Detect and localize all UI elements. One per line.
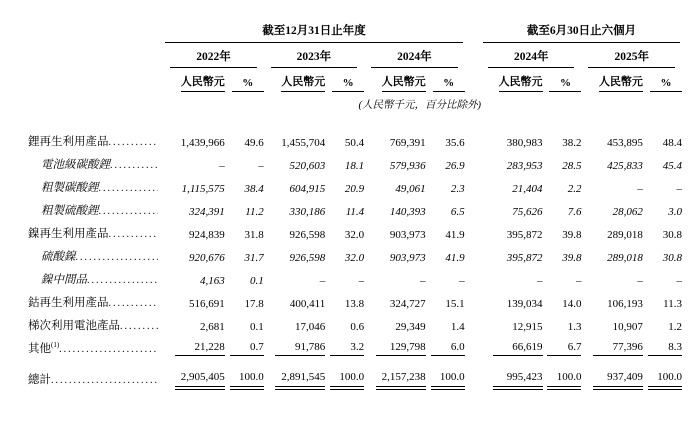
amount-value: 139,034 bbox=[506, 298, 543, 310]
amount-value: 49,061 bbox=[395, 183, 426, 195]
percent-value: 100.0 bbox=[643, 358, 682, 392]
amount-value: 283,953 bbox=[506, 160, 543, 172]
section-gap bbox=[465, 128, 481, 151]
percent-value: 28.5 bbox=[562, 160, 582, 172]
amount-value: 604,915 bbox=[289, 183, 326, 195]
percent-value: 0.6 bbox=[350, 321, 365, 333]
percent-value: 49.6 bbox=[244, 137, 264, 149]
amount-value: 28,062 bbox=[612, 206, 643, 218]
row-label: 粗製碳酸鋰 ..... bbox=[28, 174, 163, 197]
percent-value: 18.1 bbox=[344, 160, 365, 172]
amount-value: 1,455,704 bbox=[281, 137, 326, 149]
row-label: 電池級碳酸鋰 ..... bbox=[28, 151, 163, 174]
amount-value: 330,186 bbox=[289, 206, 326, 218]
amount-value: 380,983 bbox=[506, 137, 543, 149]
amount-value: – bbox=[319, 275, 326, 287]
percent-value: 17.8 bbox=[244, 298, 264, 310]
unit-percent-header: % bbox=[543, 68, 582, 92]
unit-percent-header: % bbox=[426, 68, 465, 92]
unit-amount-header: 人民幣元 bbox=[364, 68, 425, 92]
unit-amount-header: 人民幣元 bbox=[481, 68, 542, 92]
dot-leader bbox=[76, 251, 159, 263]
unit-amount-header: 人民幣元 bbox=[264, 68, 325, 92]
dot-leader bbox=[109, 297, 159, 309]
row-label: 其他$^{(1)}$ ..... bbox=[28, 335, 163, 358]
amount-value: 77,396 bbox=[581, 335, 642, 358]
unit-percent-header: % bbox=[325, 68, 364, 92]
percent-value: 31.8 bbox=[244, 229, 264, 241]
year-header-2022: 2022年 bbox=[163, 43, 263, 68]
percent-value: 14.0 bbox=[562, 298, 582, 310]
amount-value: 2,891,545 bbox=[264, 358, 325, 392]
year-header-2024-interim: 2024年 bbox=[481, 43, 581, 68]
amount-value: 395,872 bbox=[506, 252, 543, 264]
amount-value: – bbox=[537, 275, 543, 287]
table-row bbox=[28, 243, 682, 266]
percent-value: 6.5 bbox=[450, 206, 465, 218]
year-header-2025-interim: 2025年 bbox=[581, 43, 682, 68]
amount-value: 769,391 bbox=[389, 137, 426, 149]
amount-value: 520,603 bbox=[289, 160, 326, 172]
row-label: 粗製硫酸鋰 ..... bbox=[28, 197, 163, 220]
dot-leader bbox=[99, 205, 159, 217]
percent-value: 0.7 bbox=[225, 335, 264, 358]
amount-value: – bbox=[420, 275, 426, 287]
section-interim-label: 截至6月30日止六個月 bbox=[483, 22, 680, 43]
percent-value: 15.1 bbox=[445, 298, 465, 310]
row-label: 總計 ..... bbox=[28, 358, 163, 389]
amount-value: 2,905,405 bbox=[163, 358, 224, 392]
dot-leader bbox=[87, 274, 158, 286]
percent-value: 0.1 bbox=[249, 275, 264, 287]
percent-value: 39.8 bbox=[562, 252, 582, 264]
percent-value: 100.0 bbox=[543, 358, 582, 392]
dot-leader bbox=[120, 320, 158, 332]
table-row bbox=[28, 197, 682, 220]
percent-value: 31.7 bbox=[244, 252, 264, 264]
table-row bbox=[28, 289, 682, 312]
amount-value: 453,895 bbox=[607, 137, 643, 149]
section-gap bbox=[465, 289, 481, 312]
amount-value: 12,915 bbox=[512, 321, 543, 333]
percent-value: 11.2 bbox=[245, 206, 264, 218]
table-body bbox=[28, 128, 682, 392]
unit-header-row bbox=[28, 68, 682, 92]
percent-value: 100.0 bbox=[225, 358, 264, 392]
percent-value: – bbox=[676, 183, 682, 195]
amount-value: – bbox=[219, 160, 225, 172]
percent-value: 8.3 bbox=[643, 335, 682, 358]
amount-value: 289,018 bbox=[607, 252, 643, 264]
total-row bbox=[28, 358, 682, 392]
percent-value: 11.4 bbox=[345, 206, 365, 218]
amount-value: 926,598 bbox=[289, 229, 326, 241]
amount-value: 17,046 bbox=[294, 321, 326, 333]
amount-value: 903,973 bbox=[389, 252, 426, 264]
percent-value: 2.3 bbox=[450, 183, 465, 195]
percent-value: 26.9 bbox=[445, 160, 465, 172]
year-header-2024: 2024年 bbox=[364, 43, 464, 68]
table-row bbox=[28, 128, 682, 151]
amount-value: 91,786 bbox=[264, 335, 325, 358]
row-label: 鋰再生利用產品 ..... bbox=[28, 128, 163, 151]
section-gap bbox=[465, 266, 481, 289]
percent-value: 38.2 bbox=[562, 137, 582, 149]
amount-value: 66,619 bbox=[481, 335, 542, 358]
percent-value: 45.4 bbox=[662, 160, 682, 172]
percent-value: 50.4 bbox=[344, 137, 365, 149]
amount-value: 1,115,575 bbox=[181, 183, 225, 195]
percent-value: 48.4 bbox=[662, 137, 682, 149]
amount-value: 75,626 bbox=[512, 206, 543, 218]
section-annual-header bbox=[163, 22, 464, 43]
amount-value: 29,349 bbox=[395, 321, 426, 333]
section-gap bbox=[465, 335, 481, 358]
percent-value: 0.1 bbox=[249, 321, 264, 333]
table-row bbox=[28, 220, 682, 243]
row-label: 梯次利用電池產品 ..... bbox=[28, 312, 163, 335]
section-gap bbox=[465, 358, 481, 392]
section-gap bbox=[465, 174, 481, 197]
percent-value: 32.0 bbox=[344, 229, 365, 241]
row-label: 鈷再生利用產品 ..... bbox=[28, 289, 163, 312]
amount-value: 926,598 bbox=[289, 252, 326, 264]
section-header-row bbox=[28, 22, 682, 43]
amount-value: 903,973 bbox=[389, 229, 426, 241]
unit-percent-header: % bbox=[643, 68, 682, 92]
percent-value: 30.8 bbox=[662, 252, 682, 264]
amount-value: 400,411 bbox=[289, 298, 326, 310]
note-row bbox=[28, 92, 682, 128]
section-interim-header bbox=[481, 22, 682, 43]
amount-value: 21,228 bbox=[163, 335, 224, 358]
percent-value: 6.0 bbox=[426, 335, 465, 358]
percent-value: – bbox=[358, 275, 365, 287]
dot-leader bbox=[99, 182, 159, 194]
percent-value: 41.9 bbox=[445, 229, 465, 241]
percent-value: 100.0 bbox=[426, 358, 465, 392]
percent-value: 1.3 bbox=[567, 321, 582, 333]
amount-value: 129,798 bbox=[364, 335, 425, 358]
amount-value: 10,907 bbox=[612, 321, 643, 333]
table-row bbox=[28, 174, 682, 197]
row-label: 硫酸鎳 ..... bbox=[28, 243, 163, 266]
unit-amount-header: 人民幣元 bbox=[163, 68, 224, 92]
amount-value: 579,936 bbox=[389, 160, 426, 172]
percent-value: 32.0 bbox=[344, 252, 365, 264]
percent-value: 20.9 bbox=[344, 183, 365, 195]
section-gap bbox=[465, 312, 481, 335]
amount-value: 324,391 bbox=[189, 206, 225, 218]
percent-value: 38.4 bbox=[244, 183, 264, 195]
revenue-breakdown-table bbox=[28, 22, 682, 392]
percent-value: 1.4 bbox=[450, 321, 465, 333]
section-gap bbox=[465, 197, 481, 220]
dot-leader bbox=[59, 343, 158, 355]
section-gap bbox=[465, 220, 481, 243]
year-header-2023: 2023年 bbox=[264, 43, 364, 68]
row-label: 鎳中間品 ..... bbox=[28, 266, 163, 289]
percent-value: 2.2 bbox=[567, 183, 582, 195]
percent-value: – bbox=[258, 160, 264, 172]
amount-value: – bbox=[637, 183, 643, 195]
amount-value: 395,872 bbox=[506, 229, 543, 241]
amount-value: 924,839 bbox=[189, 229, 225, 241]
footnote-marker: (1) bbox=[51, 341, 60, 350]
percent-value: 35.6 bbox=[445, 137, 465, 149]
section-gap bbox=[465, 22, 481, 43]
percent-value: – bbox=[575, 275, 582, 287]
amount-value: 324,727 bbox=[389, 298, 426, 310]
amount-value: 937,409 bbox=[581, 358, 642, 392]
percent-value: – bbox=[459, 275, 465, 287]
unit-percent-header: % bbox=[225, 68, 264, 92]
percent-value: 11.3 bbox=[663, 298, 682, 310]
amount-value: 1,439,966 bbox=[180, 137, 225, 149]
amount-value: 289,018 bbox=[607, 229, 643, 241]
dot-leader bbox=[109, 228, 159, 240]
dot-leader bbox=[51, 374, 158, 386]
amount-value: 106,193 bbox=[607, 298, 643, 310]
table-row bbox=[28, 266, 682, 289]
amount-value: 140,393 bbox=[389, 206, 426, 218]
row-label: 鎳再生利用產品 ..... bbox=[28, 220, 163, 243]
units-note: (人民幣千元，百分比除外) bbox=[358, 100, 482, 111]
corner-blank bbox=[28, 22, 163, 43]
percent-value: – bbox=[676, 275, 682, 287]
amount-value: 995,423 bbox=[481, 358, 542, 392]
amount-value: 2,157,238 bbox=[364, 358, 425, 392]
unit-amount-header: 人民幣元 bbox=[581, 68, 642, 92]
percent-value: 39.8 bbox=[562, 229, 582, 241]
percent-value: 30.8 bbox=[662, 229, 682, 241]
percent-value: 41.9 bbox=[445, 252, 465, 264]
amount-value: 4,163 bbox=[200, 275, 225, 287]
table-row bbox=[28, 335, 682, 358]
amount-value: – bbox=[637, 275, 643, 287]
dot-leader bbox=[109, 136, 159, 148]
percent-value: 7.6 bbox=[567, 206, 582, 218]
table-row bbox=[28, 312, 682, 335]
percent-value: 3.2 bbox=[325, 335, 364, 358]
amount-value: 920,676 bbox=[189, 252, 225, 264]
amount-value: 516,691 bbox=[189, 298, 225, 310]
dot-leader bbox=[110, 159, 158, 171]
percent-value: 13.8 bbox=[344, 298, 365, 310]
section-gap bbox=[465, 151, 481, 174]
amount-value: 2,681 bbox=[200, 321, 225, 333]
percent-value: 3.0 bbox=[668, 206, 682, 218]
percent-value: 100.0 bbox=[325, 358, 364, 392]
year-header-row bbox=[28, 43, 682, 68]
amount-value: 425,833 bbox=[607, 160, 643, 172]
percent-value: 6.7 bbox=[543, 335, 582, 358]
table-row bbox=[28, 151, 682, 174]
section-annual-label: 截至12月31日止年度 bbox=[165, 22, 462, 43]
section-gap bbox=[465, 243, 481, 266]
amount-value: 21,404 bbox=[512, 183, 543, 195]
percent-value: 1.2 bbox=[668, 321, 682, 333]
